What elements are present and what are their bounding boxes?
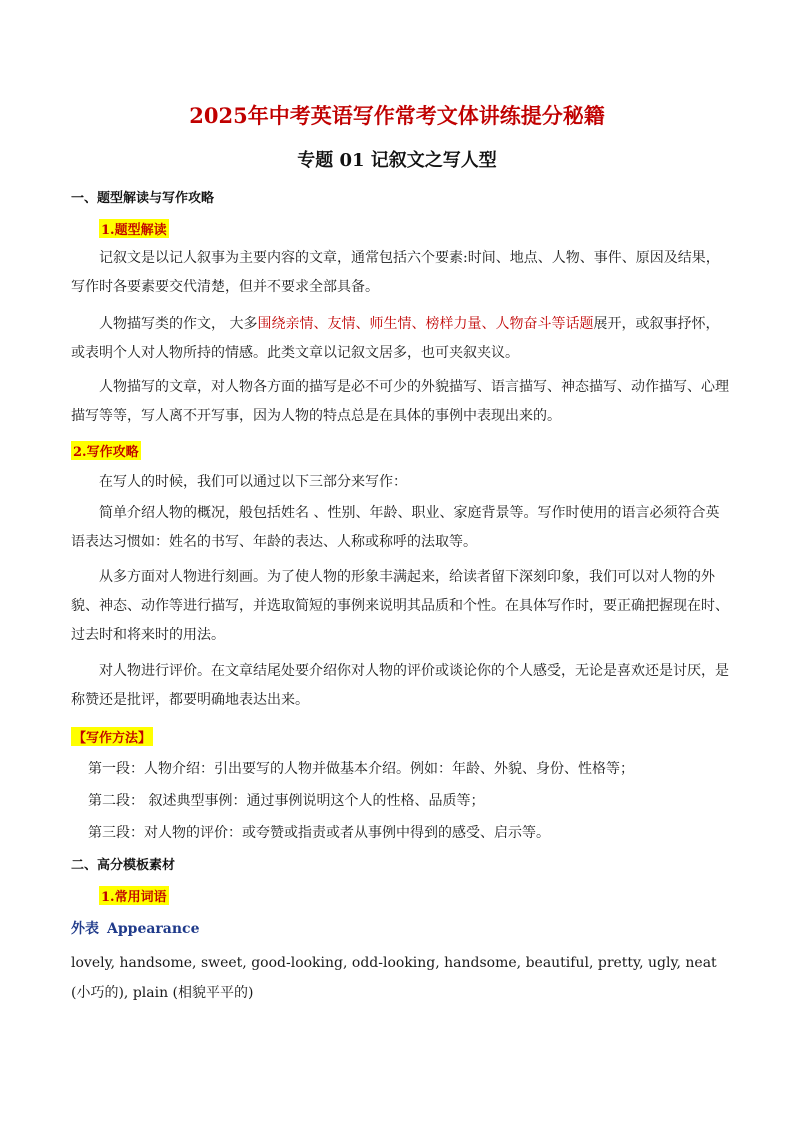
section-heading-1: 一、题型解读与写作攻略: [71, 191, 215, 206]
paragraph-character-writing: [71, 310, 731, 368]
subsection-tag-question-type: 1.题型解读: [99, 219, 169, 238]
paragraph-intro: 记叙文是以记人叙事为主要内容的文章，通常包括六个要素:时间、地点、人物、事件、原因及结果，写作时各要素要交代清楚，但并不要求全部具备。: [71, 250, 720, 295]
subsection-tag-common-words: 1.常用词语: [99, 886, 169, 905]
paragraph-strategy-1: 简单介绍人物的概况，般包括姓名 、性别、年龄、职业、家庭背景等。写作时使用的语言必须符合英语表达习惯如：姓名的书写、年龄的表达、人称或称呼的法取等。: [71, 505, 720, 550]
method-paragraph-2: 第二段： 叙述典型事例：通过事例说明这个人的性格、品质等；: [88, 793, 485, 809]
highlighted-topics: 围绕亲情、友情、师生情、榜样力量、人物奋斗等话题: [257, 316, 594, 332]
paragraph-strategy-2: 从多方面对人物进行刻画。为了使人物的形象丰满起来，给读者留下深刻印象，我们可以对人物的外貌、神态、动作等进行描写，并选取简短的事例来说明其品质和个性。在具体写作时，要正确把握现在时、过去时和将来时的用法。: [71, 569, 729, 643]
appearance-label-cn: 外表: [71, 921, 99, 937]
vocabulary-list: lovely, handsome, sweet, good-looking, odd-looking, handsome, beautiful, pretty, ugly, neat (小巧的), plain (相貌平平的): [71, 955, 717, 1001]
subsection-tag-strategy: 2.写作攻略: [71, 441, 141, 460]
document-subtitle: 专题 01 记叙文之写人型: [297, 150, 497, 171]
method-paragraph-3: 第三段：对人物的评价：或夸赞或指责或者从事例中得到的感受、启示等。: [88, 825, 550, 841]
paragraph-text: 展开，或叙事抒怀，或表明个人对人物所持的情感。此类文章以记叙文居多，也可夹叙夹议。: [71, 316, 720, 361]
paragraph-strategy-3: 对人物进行评价。在文章结尾处要介绍你对人物的评价或谈论你的个人感受，无论是喜欢还是讨厌，是称赞还是批评，都要明确地表达出来。: [71, 663, 729, 708]
method-paragraph-1: 第一段：人物介绍：引出要写的人物并做基本介绍。例如：年龄、外貌、身份、性格等；: [88, 761, 634, 777]
paragraph-strategy-intro: 在写人的时候，我们可以通过以下三部分来写作：: [99, 474, 407, 490]
appearance-label-en: Appearance: [107, 921, 200, 937]
section-heading-2: 二、高分模板素材: [71, 858, 176, 873]
appearance-label: [71, 918, 207, 938]
subsection-tag-writing-method: 【写作方法】: [71, 727, 153, 746]
paragraph-text: 人物描写类的作文， 大多: [99, 316, 258, 332]
document-title: 2025年中考英语写作常考文体讲练提分秘籍: [189, 103, 605, 128]
paragraph-description-types: 人物描写的文章，对人物各方面的描写是必不可少的外貌描写、语言描写、神态描写、动作描写、心理描写等等，写人离不开写事，因为人物的特点总是在具体的事例中表现出来的。: [71, 379, 729, 424]
